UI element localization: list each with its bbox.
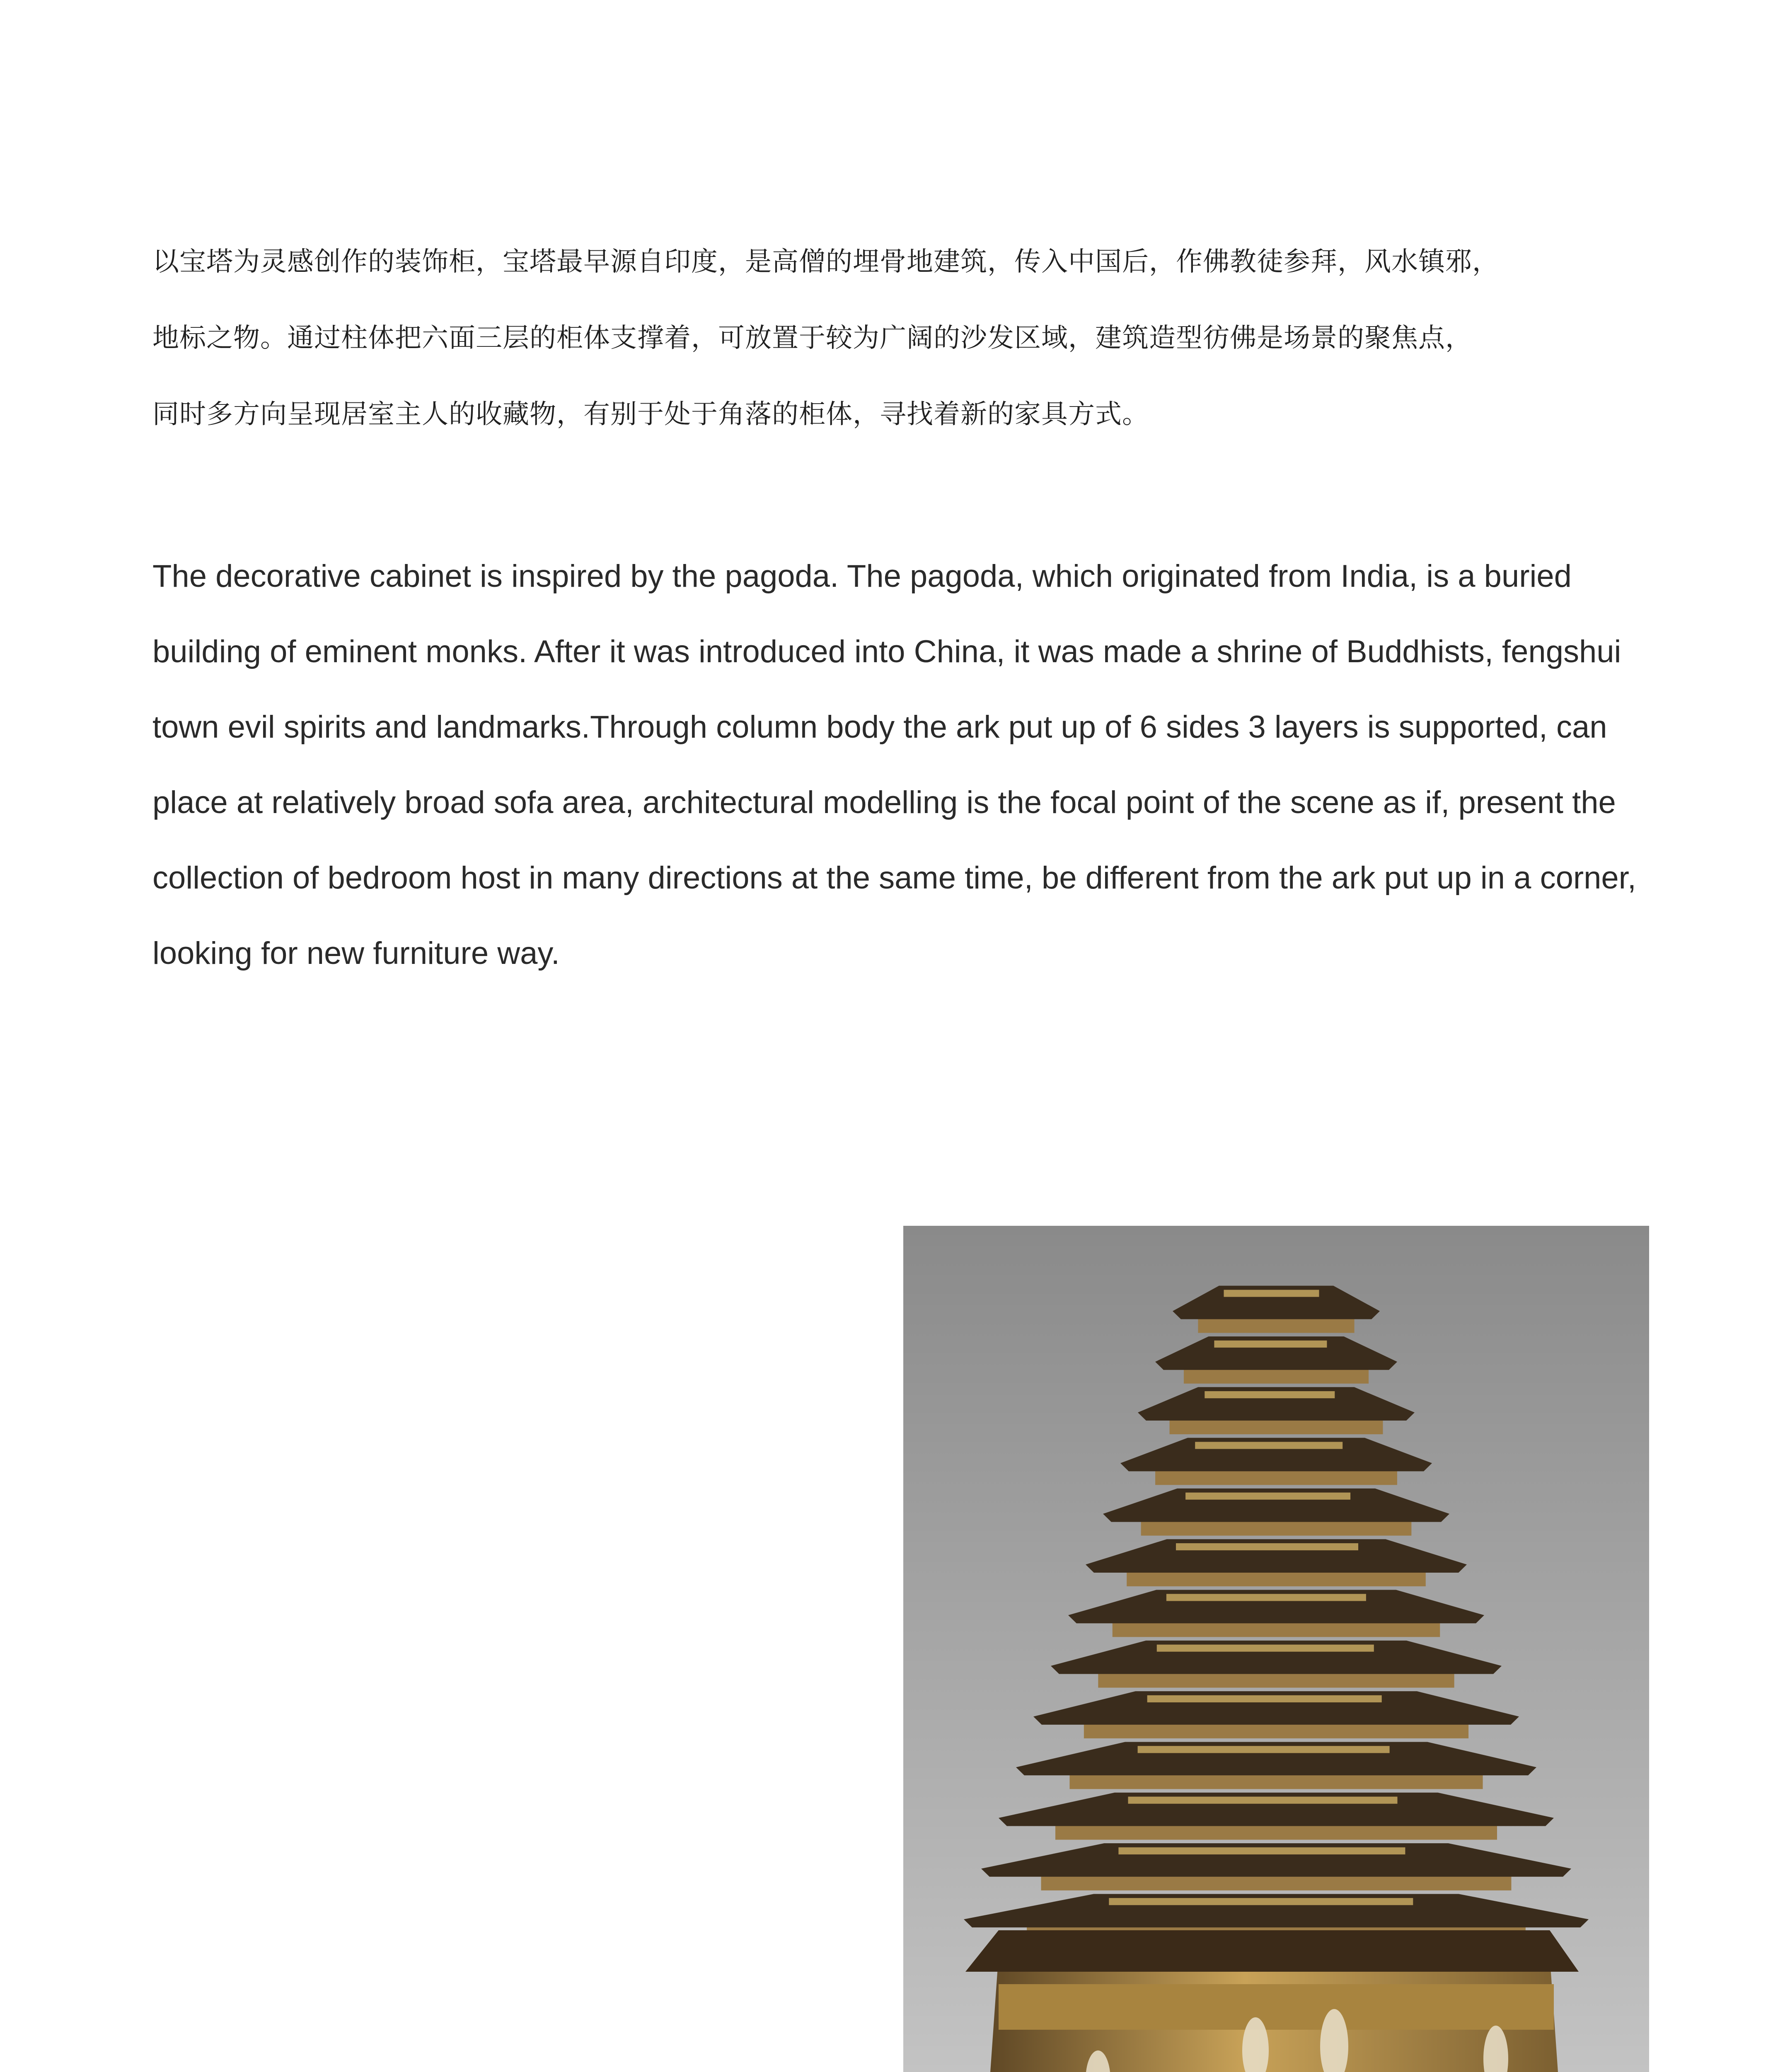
pagoda-eave-highlight [1138,1746,1390,1753]
english-line: looking for new furniture way. [152,936,560,971]
english-line: town evil spirits and landmarks.Through column body the ark put up of 6 sides 3 layers is supported, can [152,709,1607,745]
pagoda-eave-highlight [1176,1543,1358,1550]
pagoda-eave-highlight [1128,1797,1398,1804]
english-paragraph [152,539,1644,991]
english-line: place at relatively broad sofa area, architectural modelling is the focal point of the scene as if, present the [152,785,1616,820]
pagoda-eave-highlight [1205,1391,1335,1398]
pagoda-eave-highlight [1185,1493,1350,1500]
pagoda-eave-highlight [1224,1290,1319,1297]
english-line: building of eminent monks. After it was introduced into China, it was made a shrine of Buddhists, fengshui [152,634,1621,669]
chinese-paragraph [152,224,1644,453]
pagoda-eave-highlight [1166,1594,1366,1601]
pagoda-eave-highlight [1118,1847,1405,1854]
pagoda-eave-highlight [1109,1898,1413,1905]
chinese-line: 以宝塔为灵感创作的装饰柜，宝塔最早源自印度，是高僧的埋骨地建筑，传入中国后，作佛教徒参拜，风水镇邪， [152,247,1499,277]
pagoda-eave-highlight [1157,1645,1374,1652]
english-line: The decorative cabinet is inspired by the pagoda. The pagoda, which originated from India, is a buried [152,559,1572,594]
pagoda-eave-highlight [1214,1341,1327,1348]
english-line: collection of bedroom host in many directions at the same time, be different from the ark put up in a corner, [152,860,1636,896]
pagoda-base-eave [965,1930,1579,1972]
pagoda-photo [903,1226,1649,2072]
chinese-line: 地标之物。通过柱体把六面三层的柜体支撑着，可放置于较为广阔的沙发区域，建筑造型彷佛是场景的聚焦点， [152,323,1472,353]
pagoda-eave-highlight [1195,1442,1342,1449]
pagoda-eave-highlight [1147,1695,1382,1702]
pagoda-frieze [999,1984,1554,2030]
chinese-line: 同时多方向呈现居室主人的收藏物，有别于处于角落的柜体，寻找着新的家具方式。 [152,399,1149,430]
